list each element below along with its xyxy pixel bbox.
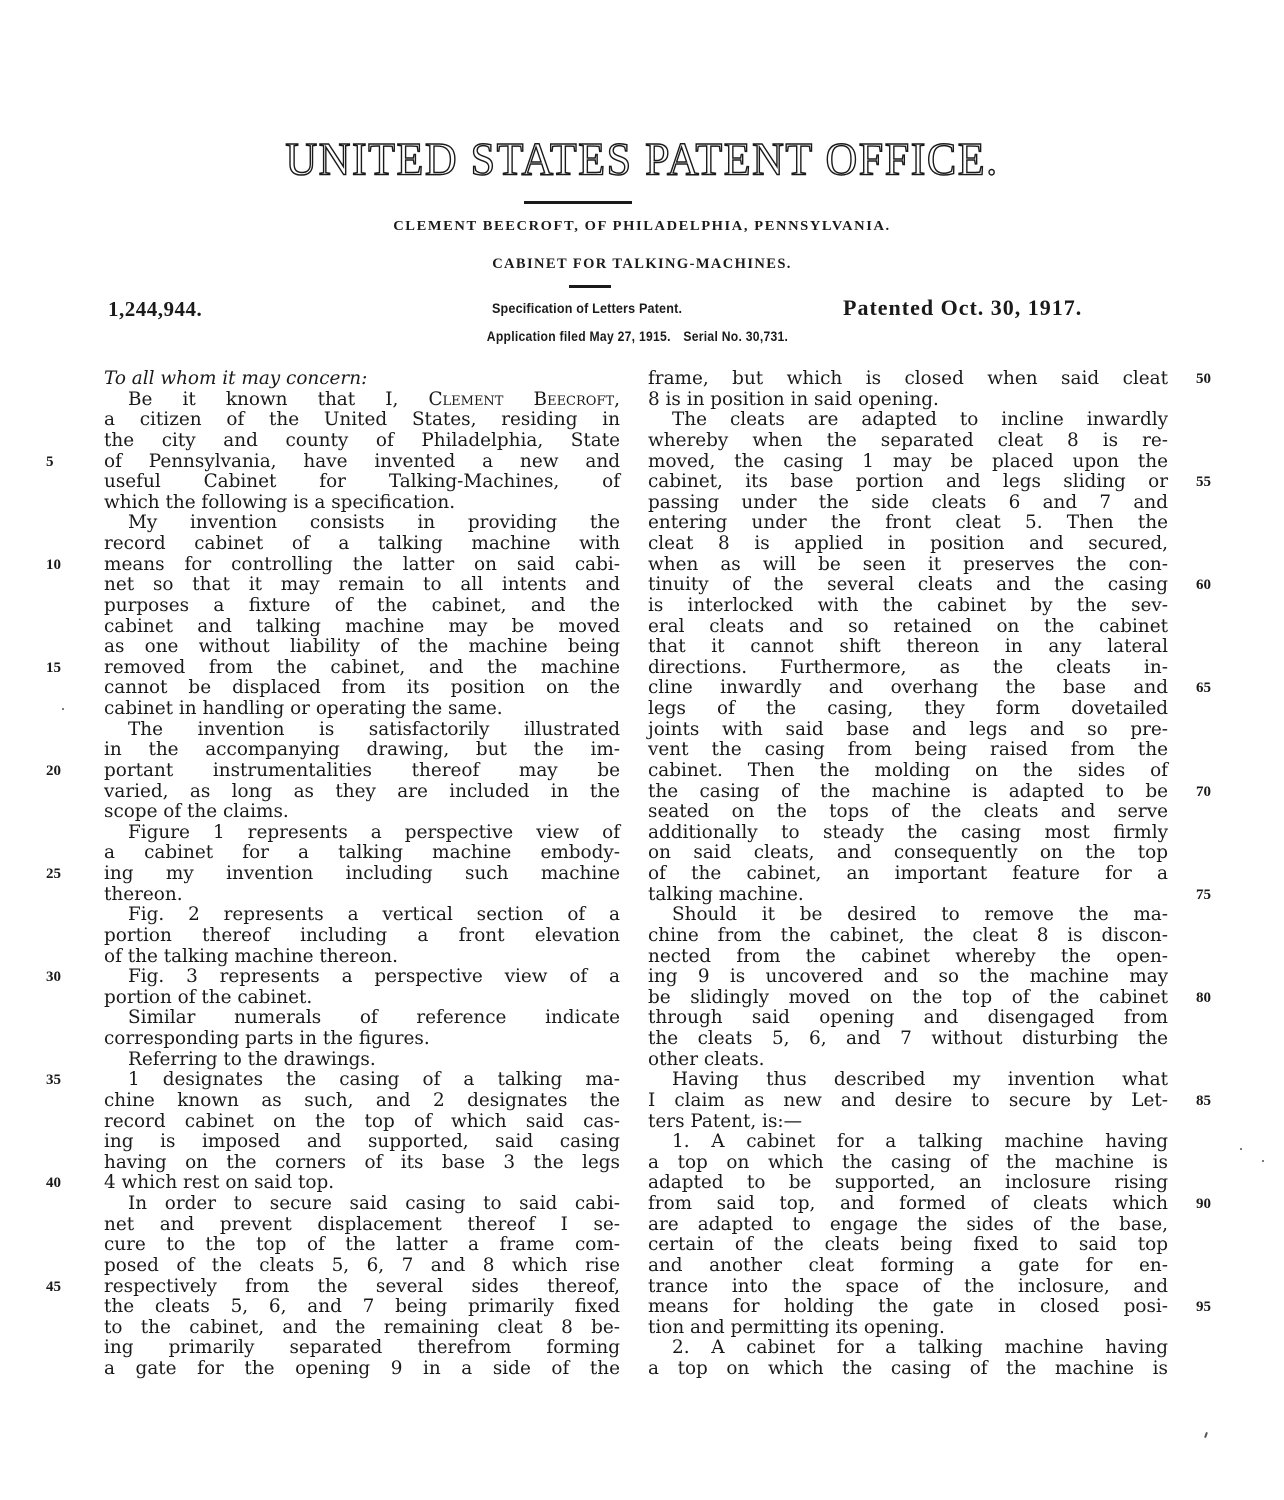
text-line bbox=[104, 740, 620, 761]
line-text: moved, the casing 1 may be placed upon the bbox=[648, 450, 1168, 472]
text-line bbox=[648, 986, 1211, 1009]
text-line bbox=[104, 1008, 620, 1029]
text-line bbox=[648, 534, 1168, 555]
text-line bbox=[104, 390, 620, 411]
line-text: 1 designates the casing of a talking ma- bbox=[128, 1069, 620, 1091]
line-text: whereby when the separated cleat 8 is re- bbox=[648, 429, 1168, 451]
text-line bbox=[648, 1153, 1168, 1174]
line-text: net and prevent displacement thereof I se- bbox=[104, 1213, 620, 1235]
line-text: chine from the cabinet, the cleat 8 is discon- bbox=[648, 924, 1168, 946]
text-line bbox=[648, 617, 1168, 638]
text-line bbox=[648, 1050, 1168, 1071]
scan-speck bbox=[1262, 1160, 1264, 1162]
text-line bbox=[648, 1338, 1168, 1359]
line-text: cleat 8 is applied in position and secured, bbox=[648, 533, 1168, 554]
text-line bbox=[648, 780, 1211, 803]
text-line bbox=[648, 1215, 1168, 1236]
line-text: cline inwardly and overhang the base and bbox=[648, 677, 1168, 699]
line-text: ing primarily separated therefrom forming bbox=[104, 1337, 620, 1359]
line-text: useful Cabinet for Talking-Machines, of bbox=[104, 471, 620, 493]
text-line bbox=[648, 390, 1168, 411]
text-line bbox=[104, 1338, 620, 1359]
text-line bbox=[104, 1194, 620, 1215]
text-line bbox=[104, 782, 620, 803]
subject-rule bbox=[569, 285, 611, 288]
text-line bbox=[648, 410, 1168, 431]
text-line bbox=[648, 947, 1168, 968]
line-text: 1. A cabinet for a talking machine having bbox=[672, 1131, 1168, 1153]
line-number: 95 bbox=[1196, 1299, 1211, 1316]
text-line bbox=[104, 802, 620, 823]
line-text: portion of the cabinet. bbox=[104, 986, 313, 1008]
line-text: portant instrumentalities thereof may be bbox=[104, 759, 620, 781]
text-line bbox=[104, 1235, 620, 1256]
text-line bbox=[104, 1029, 620, 1050]
line-text: In order to secure said casing to said cabi- bbox=[128, 1193, 620, 1214]
line-text: scope of the claims. bbox=[104, 801, 289, 823]
text-line bbox=[104, 988, 620, 1009]
text-line bbox=[104, 699, 620, 720]
text-line bbox=[46, 1172, 620, 1194]
text-line bbox=[648, 1089, 1211, 1112]
right-text-column bbox=[648, 368, 1211, 1380]
line-text: 8 is in position in said opening. bbox=[648, 388, 939, 410]
text-line bbox=[104, 1256, 620, 1277]
text-line bbox=[648, 720, 1168, 741]
line-number: 90 bbox=[1196, 1196, 1211, 1212]
text-line bbox=[104, 823, 620, 844]
text-line bbox=[104, 617, 620, 638]
line-text: cabinet and talking machine may be moved bbox=[104, 615, 620, 637]
line-text: through said opening and disengaged from bbox=[648, 1007, 1168, 1029]
text-line bbox=[648, 1296, 1211, 1318]
line-text: vent the casing from being raised from the bbox=[648, 739, 1168, 761]
text-line bbox=[104, 678, 620, 699]
line-text: means for holding the gate in closed posi- bbox=[648, 1296, 1168, 1318]
line-text: cure to the top of the latter a frame com- bbox=[104, 1234, 620, 1256]
text-line bbox=[648, 1132, 1168, 1153]
patented-date: Patented Oct. 30, 1917. bbox=[843, 295, 1083, 320]
line-text: 2. A cabinet for a talking machine having bbox=[672, 1337, 1168, 1359]
line-number: 25 bbox=[46, 866, 61, 882]
text-line bbox=[648, 1235, 1168, 1256]
text-line bbox=[648, 677, 1211, 699]
text-line bbox=[648, 905, 1168, 926]
serial-number: Serial No. 30,731. bbox=[683, 329, 789, 344]
title-rule bbox=[524, 201, 632, 204]
line-text: nected from the cabinet whereby the open- bbox=[648, 945, 1168, 967]
line-text: Fig. 2 represents a vertical section of a bbox=[128, 904, 620, 926]
text-line bbox=[648, 574, 1211, 596]
line-text: a top on which the casing of the machine is bbox=[648, 1151, 1168, 1173]
text-line bbox=[104, 1091, 620, 1112]
line-number: 55 bbox=[1196, 474, 1211, 491]
line-text: joints with said base and legs and so pre- bbox=[648, 718, 1168, 740]
text-line bbox=[648, 637, 1168, 658]
text-line bbox=[648, 1256, 1168, 1277]
line-text: Referring to the drawings. bbox=[128, 1048, 376, 1070]
left-text-column bbox=[46, 368, 620, 1380]
line-text: ing my invention including such machine bbox=[104, 863, 620, 884]
line-number: 85 bbox=[1196, 1092, 1211, 1109]
line-number: 65 bbox=[1196, 680, 1211, 697]
text-line bbox=[104, 1318, 620, 1339]
specification-label: Specification of Letters Patent. bbox=[492, 301, 683, 316]
line-text: chine known as such, and 2 designates the bbox=[104, 1089, 620, 1111]
line-text: Similar numerals of reference indicate bbox=[128, 1007, 620, 1029]
line-text: of the talking machine thereon. bbox=[104, 945, 398, 967]
line-text: be slidingly moved on the top of the cabinet bbox=[648, 986, 1168, 1008]
line-number: 10 bbox=[46, 556, 61, 573]
line-text: and another cleat forming a gate for en- bbox=[648, 1254, 1168, 1276]
line-text: passing under the side cleats 6 and 7 and bbox=[648, 491, 1168, 513]
line-text: My invention consists in providing the bbox=[128, 512, 620, 534]
line-text: tinuity of the several cleats and the casing bbox=[648, 574, 1168, 596]
text-line bbox=[104, 1153, 620, 1174]
application-filed: Application filed May 27, 1915. bbox=[486, 329, 671, 344]
line-text: thereon. bbox=[104, 883, 183, 905]
line-text: seated on the tops of the cleats and serve bbox=[648, 801, 1168, 823]
line-text: to the cabinet, and the remaining cleat 8 be- bbox=[104, 1316, 620, 1338]
line-text: 4 which rest on said top. bbox=[104, 1172, 335, 1194]
line-text: of the cabinet, an important feature for a bbox=[648, 863, 1168, 884]
text-line bbox=[104, 1050, 620, 1071]
line-text: certain of the cleats being fixed to said top bbox=[648, 1234, 1168, 1256]
line-text: as one without liability of the machine being bbox=[104, 636, 620, 658]
line-number: 40 bbox=[46, 1175, 61, 1192]
text-line bbox=[104, 947, 620, 968]
text-line bbox=[104, 885, 620, 906]
text-line bbox=[104, 1297, 620, 1318]
line-number: 5 bbox=[46, 453, 54, 470]
line-text: directions. Furthermore, as the cleats in- bbox=[648, 656, 1168, 678]
line-text: a cabinet for a talking machine embody- bbox=[104, 842, 620, 864]
line-number: 75 bbox=[1196, 886, 1211, 903]
text-line bbox=[648, 699, 1168, 720]
line-text: posed of the cleats 5, 6, 7 and 8 which rise bbox=[104, 1254, 620, 1276]
line-text: that it cannot shift thereon in any lateral bbox=[648, 636, 1168, 658]
text-line bbox=[104, 575, 620, 596]
text-line bbox=[648, 1070, 1168, 1091]
text-line bbox=[648, 843, 1168, 864]
text-line bbox=[648, 368, 1211, 390]
line-text: talking machine. bbox=[648, 883, 804, 905]
line-text: the city and county of Philadelphia, State bbox=[104, 429, 620, 451]
line-text: record cabinet on the top of which said cas- bbox=[104, 1110, 620, 1132]
text-line bbox=[104, 472, 620, 493]
text-line bbox=[46, 1275, 620, 1298]
line-text: I claim as new and desire to secure by Let- bbox=[648, 1089, 1168, 1111]
text-line bbox=[104, 534, 620, 555]
text-line bbox=[648, 802, 1168, 823]
line-text: a top on which the casing of the machine is bbox=[648, 1358, 1168, 1379]
line-number: 35 bbox=[46, 1072, 61, 1089]
line-number: 50 bbox=[1196, 371, 1211, 387]
line-text: cabinet. Then the molding on the sides of bbox=[648, 759, 1168, 781]
line-text: record cabinet of a talking machine with bbox=[104, 533, 620, 554]
text-line bbox=[104, 1132, 620, 1153]
line-text: net so that it may remain to all intents and bbox=[104, 574, 620, 596]
line-text: the cleats 5, 6, and 7 being primarily fixed bbox=[104, 1296, 620, 1318]
line-text: Should it be desired to remove the ma- bbox=[672, 904, 1168, 926]
line-text-suffix: , bbox=[614, 388, 620, 410]
line-text: entering under the front cleat 5. Then the bbox=[648, 512, 1168, 534]
text-line bbox=[648, 926, 1168, 947]
text-line bbox=[648, 471, 1211, 493]
text-line bbox=[104, 905, 620, 926]
line-text: the cleats 5, 6, and 7 without disturbing the bbox=[648, 1028, 1168, 1049]
text-line bbox=[104, 637, 620, 658]
text-line bbox=[648, 596, 1168, 617]
line-text: tion and permitting its opening. bbox=[648, 1316, 945, 1338]
text-line bbox=[46, 450, 620, 473]
line-number: 80 bbox=[1196, 989, 1211, 1006]
line-text: Fig. 3 represents a perspective view of a bbox=[128, 966, 620, 988]
line-text: portion thereof including a front elevation bbox=[104, 924, 620, 946]
text-line bbox=[648, 658, 1168, 679]
text-line bbox=[648, 452, 1168, 473]
line-number: 15 bbox=[46, 659, 61, 676]
text-line bbox=[648, 967, 1168, 988]
line-text: removed from the cabinet, and the machine bbox=[104, 656, 620, 678]
text-line bbox=[648, 883, 1211, 906]
scan-speck bbox=[1240, 1148, 1242, 1150]
text-line bbox=[46, 863, 620, 885]
text-line bbox=[104, 843, 620, 864]
line-text: are adapted to engage the sides of the base, bbox=[648, 1213, 1168, 1235]
line-text: corresponding parts in the figures. bbox=[104, 1028, 430, 1049]
line-text: having on the corners of its base 3 the legs bbox=[104, 1151, 620, 1173]
text-line bbox=[104, 431, 620, 452]
line-text: in the accompanying drawing, but the im- bbox=[104, 739, 620, 761]
text-line bbox=[104, 1112, 620, 1133]
line-number: 70 bbox=[1196, 783, 1211, 800]
text-line bbox=[46, 656, 620, 679]
text-line bbox=[648, 555, 1168, 576]
line-text: The invention is satisfactorily illustrated bbox=[128, 718, 620, 740]
line-text: Be it known that I, bbox=[128, 388, 429, 410]
line-text: Having thus described my invention what bbox=[672, 1069, 1168, 1091]
scan-speck bbox=[1204, 1432, 1208, 1438]
text-line bbox=[46, 966, 620, 988]
line-text: respectively from the several sides thereof, bbox=[104, 1275, 620, 1297]
text-line bbox=[46, 553, 620, 576]
text-line bbox=[648, 513, 1168, 534]
line-text: eral cleats and so retained on the cabinet bbox=[648, 615, 1168, 637]
text-line bbox=[648, 1029, 1168, 1050]
text-line bbox=[648, 1193, 1211, 1215]
text-line bbox=[648, 1173, 1168, 1194]
text-line bbox=[104, 513, 620, 534]
line-text: ters Patent, is:— bbox=[648, 1110, 802, 1132]
text-line bbox=[104, 596, 620, 617]
text-line bbox=[648, 1112, 1168, 1133]
line-text: cabinet, its base portion and legs sliding or bbox=[648, 471, 1168, 493]
text-line bbox=[648, 740, 1168, 761]
line-text: purposes a fixture of the cabinet, and the bbox=[104, 594, 620, 616]
text-line bbox=[648, 1318, 1168, 1339]
text-line bbox=[648, 864, 1168, 885]
line-text: varied, as long as they are included in the bbox=[104, 780, 620, 802]
line-text: adapted to be supported, an inclosure rising bbox=[648, 1172, 1168, 1194]
scan-speck bbox=[62, 708, 64, 710]
line-number: 60 bbox=[1196, 577, 1211, 594]
patent-number: 1,244,944. bbox=[108, 297, 203, 321]
line-number: 45 bbox=[46, 1278, 61, 1295]
line-number: 30 bbox=[46, 969, 61, 986]
line-text: The cleats are adapted to incline inwardly bbox=[672, 409, 1168, 431]
line-text: a gate for the opening 9 in a side of the bbox=[104, 1358, 620, 1379]
line-text: on said cleats, and consequently on the top bbox=[648, 842, 1168, 864]
text-line bbox=[46, 759, 620, 782]
office-title: UNITED STATES PATENT OFFICE. bbox=[285, 133, 999, 186]
text-line bbox=[104, 926, 620, 947]
inventor-name-smallcaps: Clement Beecroft bbox=[428, 388, 615, 410]
text-line bbox=[104, 1215, 620, 1236]
text-line bbox=[104, 720, 620, 741]
line-text: is interlocked with the cabinet by the sev- bbox=[648, 594, 1168, 616]
text-line bbox=[648, 1359, 1168, 1380]
application-info bbox=[64, 329, 1220, 344]
text-line bbox=[104, 369, 620, 390]
invention-subject: CABINET FOR TALKING-MACHINES. bbox=[492, 256, 792, 272]
line-text: which the following is a specification. bbox=[104, 491, 456, 513]
line-text: ing 9 is uncovered and so the machine may bbox=[648, 966, 1168, 988]
line-text: additionally to steady the casing most firmly bbox=[648, 821, 1168, 843]
text-line bbox=[46, 1069, 620, 1091]
text-line bbox=[648, 431, 1168, 452]
line-text: when as will be seen it preserves the con- bbox=[648, 553, 1168, 575]
line-text: other cleats. bbox=[648, 1048, 765, 1070]
line-text: legs of the casing, they form dovetailed bbox=[648, 698, 1168, 719]
line-text: cabinet in handling or operating the same. bbox=[104, 698, 503, 719]
text-line bbox=[648, 823, 1168, 844]
line-text: of Pennsylvania, have invented a new and bbox=[104, 450, 620, 472]
text-line bbox=[104, 493, 620, 514]
line-text: To all whom it may concern: bbox=[104, 368, 368, 389]
text-line bbox=[648, 493, 1168, 514]
line-text: frame, but which is closed when said cleat bbox=[648, 368, 1168, 389]
text-line bbox=[648, 1008, 1168, 1029]
line-text: the casing of the machine is adapted to be bbox=[648, 780, 1168, 802]
text-line bbox=[104, 1359, 620, 1380]
text-line bbox=[648, 761, 1168, 782]
line-text: cannot be displaced from its position on the bbox=[104, 677, 620, 699]
line-text: ing is imposed and supported, said casing bbox=[104, 1131, 620, 1153]
text-line bbox=[648, 1277, 1168, 1298]
line-text: Figure 1 represents a perspective view of bbox=[128, 821, 620, 843]
line-text: a citizen of the United States, residing in bbox=[104, 409, 620, 431]
text-line bbox=[104, 410, 620, 431]
line-text: from said top, and formed of cleats which bbox=[648, 1193, 1168, 1214]
line-text: trance into the space of the inclosure, and bbox=[648, 1275, 1168, 1297]
line-text: means for controlling the latter on said cabi- bbox=[104, 553, 620, 575]
line-number: 20 bbox=[46, 762, 61, 779]
inventor-line: CLEMENT BEECROFT, OF PHILADELPHIA, PENNSYLVANIA. bbox=[393, 218, 891, 234]
